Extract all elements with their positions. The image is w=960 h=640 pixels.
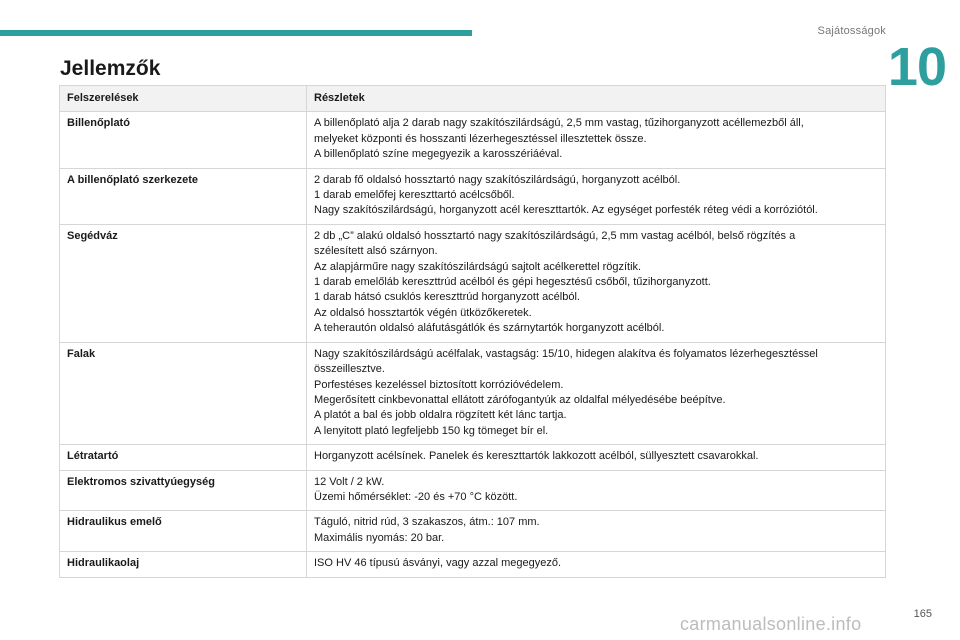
table-row [60,511,886,552]
detail-line: Táguló, nitrid rúd, 3 szakaszos, átm.: 107 mm. [314,516,540,529]
row-label: Segédváz [60,224,307,342]
detail-line: összeillesztve. [314,363,385,376]
detail-line: 1 darab emelőfej kereszttartó acélcsőből. [314,189,515,202]
row-details [307,445,886,470]
chapter-number: 10 [887,37,946,97]
row-details [307,511,886,552]
row-details [307,112,886,168]
accent-bar [0,30,472,36]
detail-line: Nagy szakítószilárdságú, horganyzott acél kereszttartók. Az egységet porfesték réteg védi a korróziótól. [314,204,818,217]
detail-line: 1 darab emelőláb kereszttrúd acélból és gépi hegesztésű csőből, tűzihorganyzott. [314,276,711,289]
column-header-equipment: Felszerelések [60,86,307,112]
detail-line: 12 Volt / 2 kW. [314,475,385,488]
table-body [60,112,886,577]
detail-line: A teherautón oldalsó aláfutásgátlók és szárnytartók horganyzott acélból. [314,322,665,335]
row-label: Hidraulikaolaj [60,552,307,577]
table-row [60,552,886,577]
row-details [307,552,886,577]
table-row [60,342,886,444]
specifications-table [59,85,886,578]
table-header-row [60,86,886,112]
detail-line: ISO HV 46 típusú ásványi, vagy azzal megegyező. [314,557,562,570]
watermark: carmanualsonline.info [680,614,862,634]
detail-line: szélesített alsó szárnyon. [314,245,438,258]
row-label: Falak [60,342,307,444]
detail-line: Üzemi hőmérséklet: -20 és +70 °C között. [314,490,518,503]
detail-line: 1 darab hátsó csuklós kereszttrúd horganyzott acélból. [314,291,580,304]
detail-line: Megerősített cinkbevonattal ellátott zárófogantyúk az oldalfal mélyedésébe beépítve. [314,393,726,406]
detail-line: Porfestéses kezeléssel biztosított korrózióvédelem. [314,378,564,391]
detail-line: melyeket központi és hosszanti lézerhegesztéssel illesztettek össze. [314,132,647,145]
table-row [60,168,886,224]
detail-line: A billenőplató színe megegyezik a karosszériáéval. [314,148,563,161]
page-heading: Jellemzők [60,57,161,80]
detail-line: A billenőplató alja 2 darab nagy szakítószilárdságú, 2,5 mm vastag, tűzihorganyzott acéllemezből áll, [314,117,804,130]
row-label: Elektromos szivattyúegység [60,470,307,511]
row-label: Létratartó [60,445,307,470]
detail-line: Maximális nyomás: 20 bar. [314,531,445,544]
page-number: 165 [913,608,932,620]
detail-line: 2 db „C” alakú oldalsó hossztartó nagy szakítószilárdságú, 2,5 mm vastag acélból, belső rögzítés a [314,229,796,242]
table-row [60,470,886,511]
detail-line: A lenyitott plató legfeljebb 150 kg tömeget bír el. [314,424,549,437]
detail-line: Az alapjárműre nagy szakítószilárdságú sajtolt acélkerettel rögzítik. [314,260,642,273]
column-header-details: Részletek [307,86,886,112]
row-label: A billenőplató szerkezete [60,168,307,224]
row-details [307,224,886,342]
row-details [307,342,886,444]
row-label: Billenőplató [60,112,307,168]
detail-line: Horganyzott acélsínek. Panelek és kereszttartók lakkozott acélból, süllyesztett csavarokkal. [314,450,759,463]
detail-line: A platót a bal és jobb oldalra rögzített két lánc tartja. [314,409,567,422]
detail-line: 2 darab fő oldalsó hossztartó nagy szakítószilárdságú, horganyzott acélból. [314,173,681,186]
detail-line: Az oldalsó hossztartók végén ütközőkeretek. [314,306,532,319]
row-details [307,168,886,224]
row-label: Hidraulikus emelő [60,511,307,552]
table-row [60,112,886,168]
table-row [60,445,886,470]
row-details [307,470,886,511]
detail-line: Nagy szakítószilárdságú acélfalak, vastagság: 15/10, hidegen alakítva és folyamatos lézerhegesztéssel [314,347,818,360]
table-row [60,224,886,342]
section-title: Sajátosságok [817,25,886,37]
